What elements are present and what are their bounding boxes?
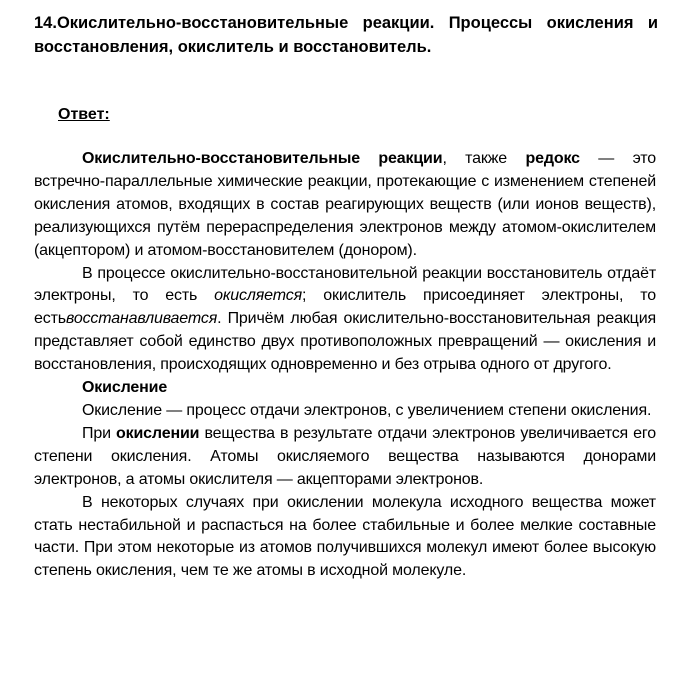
title-number: 14. (34, 14, 57, 32)
paragraph-text: . Причём любая окислительно-восстановительная реакция представляет собой единство двух противоположных превращений — окисления и восстановления, происходящих одновременно и без отрыва одного от другого. (34, 310, 656, 374)
paragraph-text: вещества в результате отдачи электронов увеличивается его степени окисления. Атомы окисляемого вещества называются донорами электронов, а атомы окислителя — акцепторами электронов. (34, 424, 656, 488)
title-text: Окислительно-восстановительные реакции. Процессы окисления и восстановления, окислитель и восстановитель. (34, 14, 658, 56)
answer-label: Ответ: (58, 106, 110, 123)
term-redox: редокс (525, 150, 580, 167)
paragraph-text: В процессе окислительно-восстановительной реакции восстановитель отдаёт электроны, то есть (34, 264, 656, 305)
paragraph-process (34, 263, 656, 378)
term-reduced: восстанавливается (65, 310, 218, 328)
paragraph-oxidation-details (34, 423, 656, 492)
paragraph-decomposition: В некоторых случаях при окислении молекула исходного вещества может стать нестабильной и распасться на более стабильные и более мелкие составные части. При этом некоторые из атомов получившихся молекул имеют более высокую степень окисления, чем те же атомы в исходной молекуле. (34, 493, 656, 580)
paragraph-text: , также (442, 150, 526, 167)
paragraph-text: — это встречно-параллельные химические реакции, протекающие с изменением степеней окисления атомов, входящих в состав реагирующих веществ (или ионов веществ), реализующихся путём перераспределения электронов между атомом-окислителем (акцептором) и атомом-восстановителем (донором). (34, 150, 656, 259)
term-oxidation: окислении (116, 424, 200, 442)
paragraph-oxidation-definition: Окисление — процесс отдачи электронов, с увеличением степени окисления. (82, 401, 652, 419)
paragraph-text: При (82, 424, 116, 442)
term-redox-reactions: Окислительно-восстановительные реакции (82, 150, 443, 167)
section-heading-oxidation: Окисление (82, 379, 168, 397)
page-title (34, 11, 658, 59)
term-oxidized: окисляется (214, 287, 302, 305)
paragraph-definition (34, 148, 656, 263)
answer-body (34, 148, 656, 583)
paragraph-text: ; окислитель присоединяет электроны, то есть (34, 287, 657, 328)
